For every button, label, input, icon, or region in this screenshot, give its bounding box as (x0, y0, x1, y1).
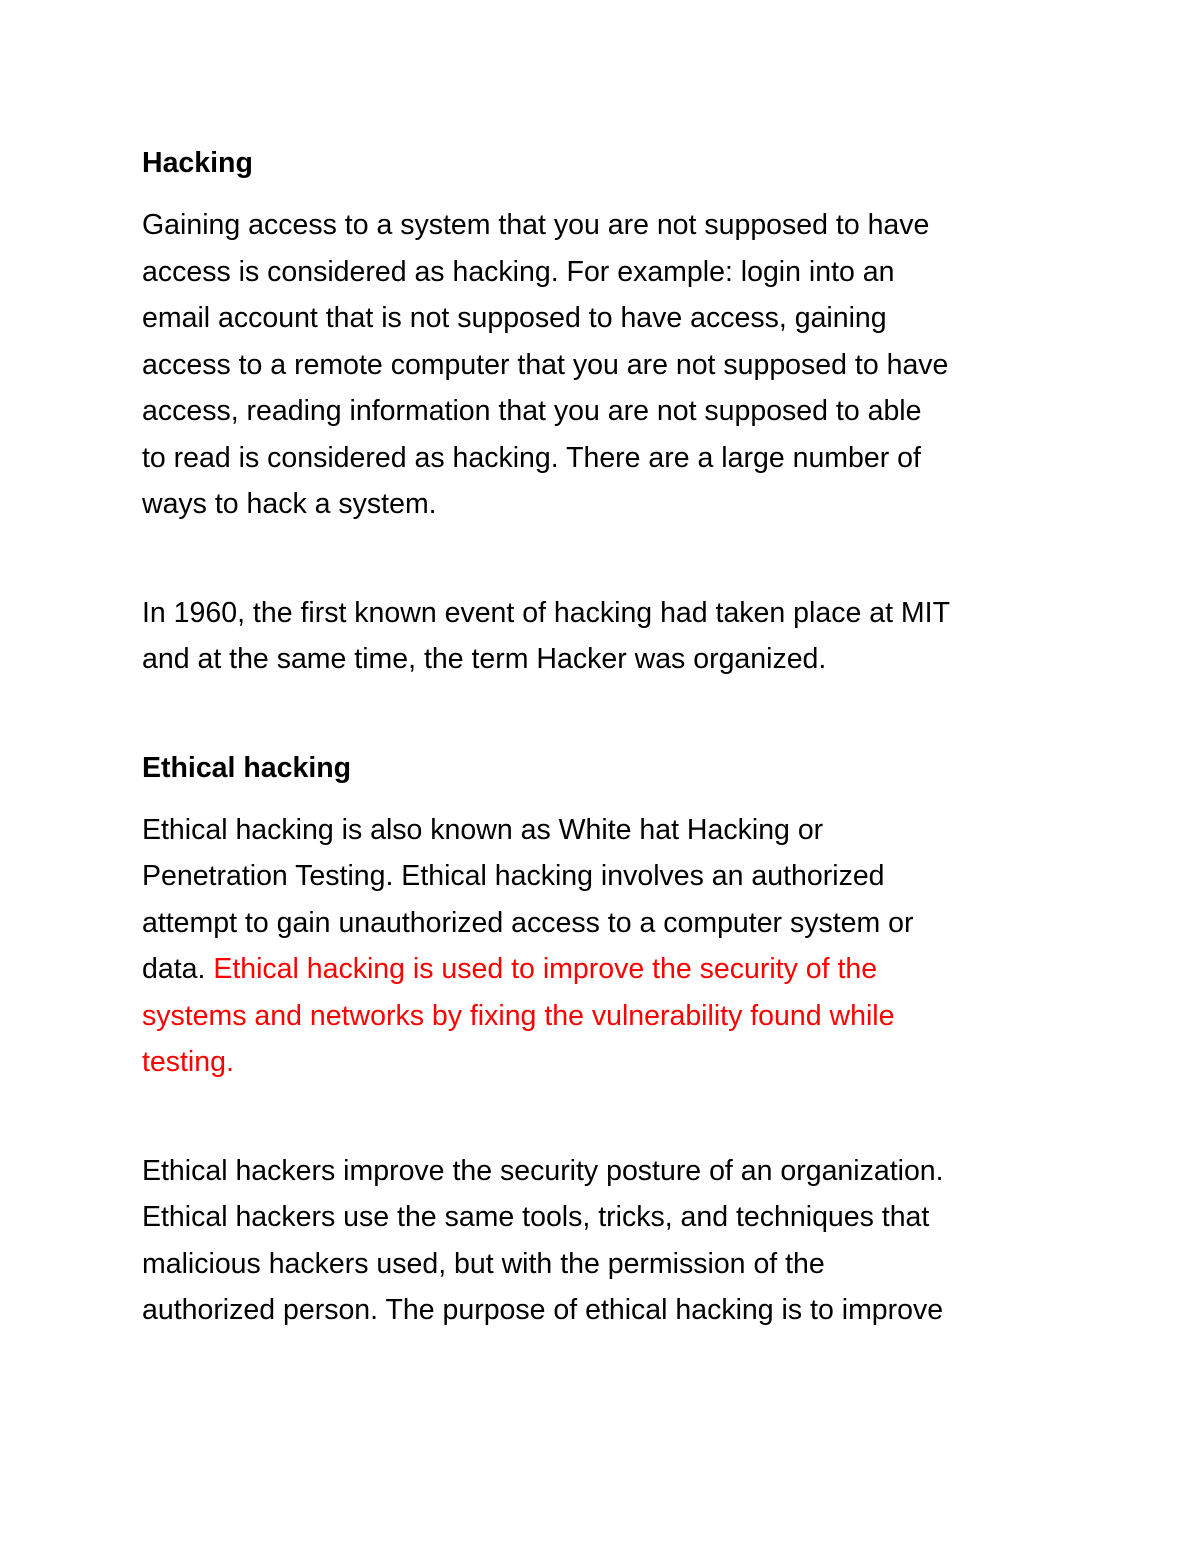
text-line: ways to hack a system. (142, 488, 437, 520)
text-line: malicious hackers used, but with the permission of the (142, 1247, 825, 1280)
text-line: Ethical hackers improve the security posture of an organization. (142, 1154, 944, 1187)
ethical-hacking-paragraph-2 (142, 1148, 1072, 1334)
text-line: to read is considered as hacking. There are a large number of (142, 441, 921, 474)
highlighted-text: Ethical hacking is used to improve the security of the (213, 953, 878, 985)
text-line: access to a remote computer that you are not supposed to have (142, 348, 949, 381)
text-line: Ethical hackers use the same tools, tricks, and techniques that (142, 1201, 930, 1233)
heading-hacking: Hacking (142, 147, 253, 179)
heading-ethical-hacking: Ethical hacking (142, 751, 352, 784)
text-line: access, reading information that you are not supposed to able (142, 395, 922, 427)
text-line: email account that is not supposed to have access, gaining (142, 302, 887, 334)
text-line: and at the same time, the term Hacker was organized. (142, 643, 827, 675)
ethical-hacking-paragraph-1 (142, 807, 1072, 1086)
text-line: Ethical hacking is also known as White hat Hacking or (142, 813, 824, 846)
document-body (142, 140, 1072, 1334)
highlighted-text-line: systems and networks by fixing the vulnerability found while (142, 999, 895, 1032)
text-line: attempt to gain unauthorized access to a computer system or (142, 906, 914, 939)
plain-text: data. (142, 953, 214, 985)
text-line: access is considered as hacking. For example: login into an (142, 255, 895, 288)
text-line: Penetration Testing. Ethical hacking involves an authorized (142, 860, 885, 892)
text-line: Gaining access to a system that you are not supposed to have (142, 209, 930, 241)
text-line: authorized person. The purpose of ethical hacking is to improve (142, 1294, 944, 1326)
hacking-paragraph-2 (142, 590, 1072, 683)
text-line-mixed (142, 946, 1072, 993)
hacking-paragraph-1 (142, 202, 1072, 528)
highlighted-text-line: testing. (142, 1046, 234, 1078)
text-line: In 1960, the first known event of hacking had taken place at MIT (142, 596, 950, 629)
